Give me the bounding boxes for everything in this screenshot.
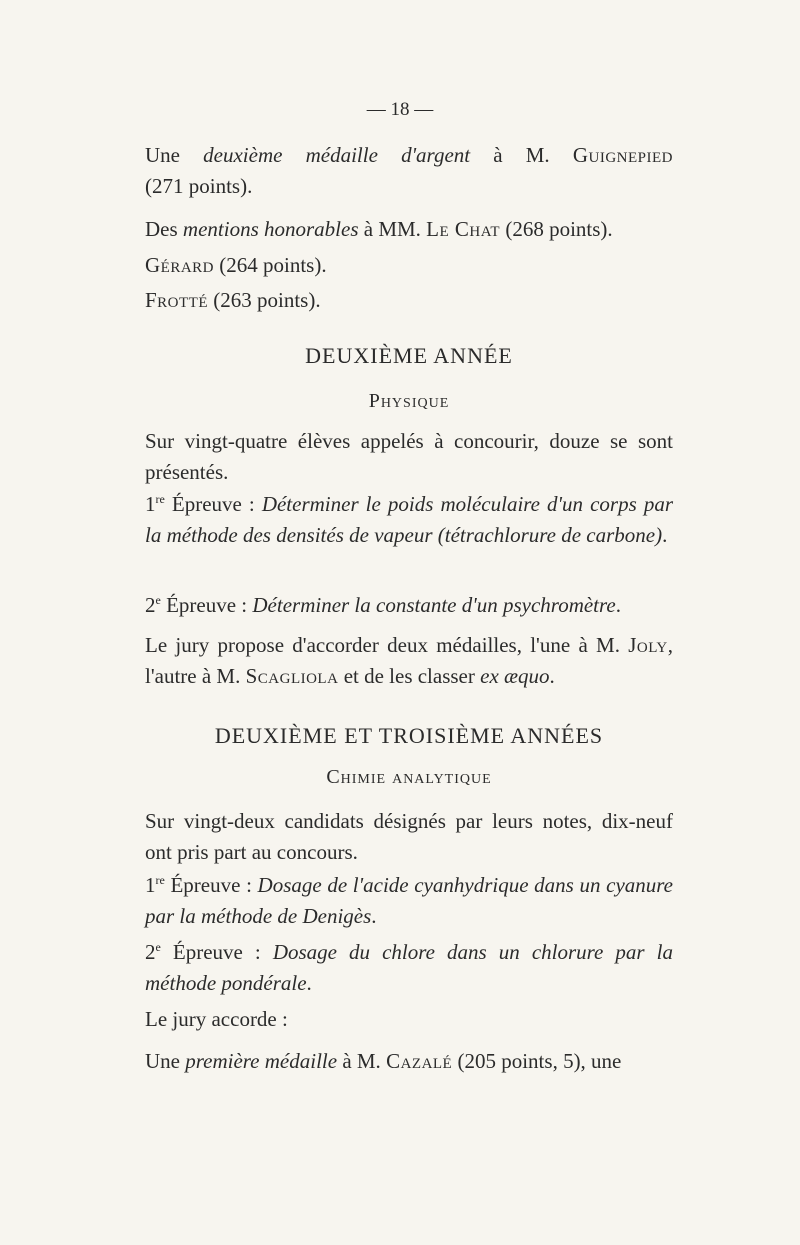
physique-intro-paragraph: Sur vingt-quatre élèves appelés à concourir, douze se sont présentés. bbox=[145, 429, 673, 484]
chimie-epreuve-1: 1re Épreuve : Dosage de l'acide cyanhydrique dans un cyanure par la méthode de Denigès. bbox=[145, 873, 673, 928]
chimie-epreuve-2: 2e Épreuve : Dosage du chlore dans un chlorure par la méthode pondérale. bbox=[145, 940, 673, 995]
subheading-physique: Physique bbox=[368, 390, 450, 412]
page-number: — 18 — bbox=[366, 99, 434, 120]
honorable-mentions-paragraph: Des mentions honorables à MM. Le Chat (268 points). bbox=[145, 217, 613, 241]
section-heading-deuxieme-annee: DEUXIÈME ANNÉE bbox=[305, 343, 513, 368]
physique-jury-paragraph: Le jury propose d'accorder deux médailles, l'une à M. Joly, l'autre à M. Scagliola et de les classer ex æquo. bbox=[145, 633, 673, 688]
section-heading-deuxieme-troisieme: DEUXIÈME ET TROISIÈME ANNÉES bbox=[214, 723, 604, 748]
mention-gerard: Gérard (264 points). bbox=[145, 253, 327, 277]
physique-epreuve-1: 1re Épreuve : Déterminer le poids moléculaire d'un corps par la méthode des densités de vapeur (tétrachlorure de carbone). bbox=[145, 492, 673, 547]
chimie-award-paragraph: Une première médaille à M. Cazalé (205 points, 5), une bbox=[145, 1049, 622, 1073]
physique-epreuve-2: 2e Épreuve : Déterminer la constante d'un psychromètre. bbox=[145, 593, 621, 617]
award-silver-paragraph: Une deuxième médaille d'argent à M. Guignepied (271 points). bbox=[145, 143, 673, 198]
chimie-jury-intro: Le jury accorde : bbox=[145, 1007, 288, 1031]
mention-frotte: Frotté (263 points). bbox=[145, 288, 321, 312]
subheading-chimie-analytique: Chimie analytique bbox=[326, 766, 492, 788]
chimie-intro-paragraph: Sur vingt-deux candidats désignés par leurs notes, dix-neuf ont pris part au concours. bbox=[145, 809, 673, 864]
